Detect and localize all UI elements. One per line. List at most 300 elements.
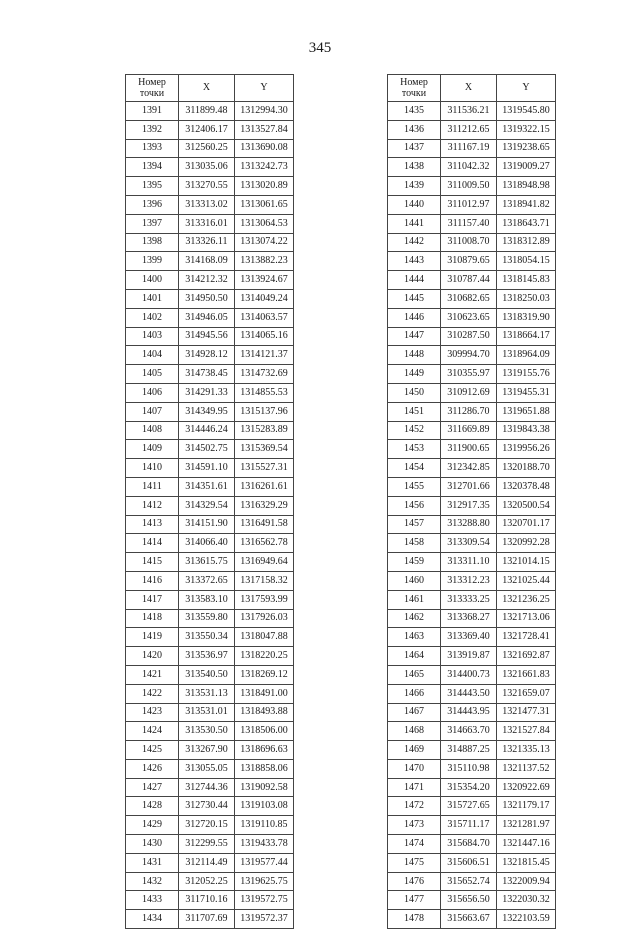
y-cell: 1318145.83 xyxy=(497,271,556,290)
y-cell: 1318319.90 xyxy=(497,308,556,327)
x-cell: 313369.40 xyxy=(441,628,497,647)
x-cell: 315606.51 xyxy=(441,853,497,872)
y-cell: 1318506.00 xyxy=(235,722,294,741)
x-cell: 311157.40 xyxy=(441,214,497,233)
y-cell: 1321728.41 xyxy=(497,628,556,647)
point-number-cell: 1412 xyxy=(126,496,179,515)
y-cell: 1318858.06 xyxy=(235,759,294,778)
point-number-cell: 1399 xyxy=(126,252,179,271)
point-number-cell: 1397 xyxy=(126,214,179,233)
x-cell: 315663.67 xyxy=(441,910,497,929)
table-row xyxy=(126,759,294,778)
table-row xyxy=(126,440,294,459)
x-cell: 315684.70 xyxy=(441,835,497,854)
y-cell: 1319009.27 xyxy=(497,158,556,177)
y-cell: 1321527.84 xyxy=(497,722,556,741)
y-cell: 1319322.15 xyxy=(497,120,556,139)
x-cell: 314151.90 xyxy=(179,515,235,534)
y-cell: 1322103.59 xyxy=(497,910,556,929)
x-cell: 315711.17 xyxy=(441,816,497,835)
x-cell: 314212.32 xyxy=(179,271,235,290)
y-cell: 1315283.89 xyxy=(235,421,294,440)
y-cell: 1319092.58 xyxy=(235,778,294,797)
x-cell: 315727.65 xyxy=(441,797,497,816)
y-cell: 1314121.37 xyxy=(235,346,294,365)
y-cell: 1319843.38 xyxy=(497,421,556,440)
table-row xyxy=(126,590,294,609)
x-cell: 314443.95 xyxy=(441,703,497,722)
x-cell: 314168.09 xyxy=(179,252,235,271)
point-number-cell: 1408 xyxy=(126,421,179,440)
y-cell: 1313882.23 xyxy=(235,252,294,271)
x-cell: 311899.48 xyxy=(179,102,235,121)
point-number-cell: 1427 xyxy=(126,778,179,797)
y-cell: 1318054.15 xyxy=(497,252,556,271)
point-number-header xyxy=(388,75,441,102)
table-row xyxy=(126,289,294,308)
table-row xyxy=(388,139,556,158)
y-cell: 1313020.89 xyxy=(235,177,294,196)
point-number-cell: 1442 xyxy=(388,233,441,252)
table-row xyxy=(126,477,294,496)
table-row xyxy=(126,214,294,233)
table-row xyxy=(388,327,556,346)
table-row xyxy=(126,778,294,797)
x-cell: 311707.69 xyxy=(179,910,235,929)
x-cell: 311286.70 xyxy=(441,402,497,421)
y-cell: 1319103.08 xyxy=(235,797,294,816)
table-row xyxy=(388,365,556,384)
point-number-cell: 1464 xyxy=(388,647,441,666)
point-number-cell: 1416 xyxy=(126,571,179,590)
x-cell: 311212.65 xyxy=(441,120,497,139)
point-number-cell: 1425 xyxy=(126,741,179,760)
x-cell: 312720.15 xyxy=(179,816,235,835)
point-number-cell: 1409 xyxy=(126,440,179,459)
y-cell: 1321692.87 xyxy=(497,647,556,666)
point-number-cell: 1436 xyxy=(388,120,441,139)
y-cell: 1319455.31 xyxy=(497,383,556,402)
point-number-cell: 1454 xyxy=(388,459,441,478)
x-cell: 314591.10 xyxy=(179,459,235,478)
point-number-cell: 1422 xyxy=(126,684,179,703)
y-cell: 1319572.75 xyxy=(235,891,294,910)
y-cell: 1320188.70 xyxy=(497,459,556,478)
table-row xyxy=(388,214,556,233)
point-number-cell: 1394 xyxy=(126,158,179,177)
point-number-cell: 1402 xyxy=(126,308,179,327)
x-cell: 312052.25 xyxy=(179,872,235,891)
x-cell: 313313.02 xyxy=(179,195,235,214)
point-number-cell: 1413 xyxy=(126,515,179,534)
table-row xyxy=(388,195,556,214)
point-number-header-line1: Номер xyxy=(400,77,428,88)
table-row xyxy=(126,346,294,365)
table-row xyxy=(126,365,294,384)
y-cell: 1321447.16 xyxy=(497,835,556,854)
table-row xyxy=(388,158,556,177)
point-number-cell: 1456 xyxy=(388,496,441,515)
point-number-cell: 1448 xyxy=(388,346,441,365)
table-row xyxy=(388,722,556,741)
point-number-cell: 1414 xyxy=(126,534,179,553)
y-cell: 1316491.58 xyxy=(235,515,294,534)
table-row xyxy=(388,628,556,647)
coordinates-table-right xyxy=(387,74,556,929)
x-cell: 315652.74 xyxy=(441,872,497,891)
x-cell: 313919.87 xyxy=(441,647,497,666)
y-cell: 1319651.88 xyxy=(497,402,556,421)
point-number-cell: 1453 xyxy=(388,440,441,459)
x-cell: 314502.75 xyxy=(179,440,235,459)
table-row xyxy=(388,797,556,816)
point-number-cell: 1426 xyxy=(126,759,179,778)
point-number-cell: 1455 xyxy=(388,477,441,496)
x-cell: 310623.65 xyxy=(441,308,497,327)
point-number-cell: 1461 xyxy=(388,590,441,609)
point-number-header-line2: точки xyxy=(139,88,165,99)
point-number-cell: 1424 xyxy=(126,722,179,741)
y-cell: 1321281.97 xyxy=(497,816,556,835)
table-row xyxy=(126,459,294,478)
point-number-cell: 1470 xyxy=(388,759,441,778)
y-cell: 1321179.17 xyxy=(497,797,556,816)
point-number-cell: 1446 xyxy=(388,308,441,327)
x-cell: 314351.61 xyxy=(179,477,235,496)
table-row xyxy=(388,402,556,421)
x-cell: 312917.35 xyxy=(441,496,497,515)
y-cell: 1314063.57 xyxy=(235,308,294,327)
point-number-cell: 1452 xyxy=(388,421,441,440)
table-row xyxy=(126,139,294,158)
x-cell: 312730.44 xyxy=(179,797,235,816)
x-cell: 313333.25 xyxy=(441,590,497,609)
table-row xyxy=(388,308,556,327)
y-cell: 1320701.17 xyxy=(497,515,556,534)
point-number-cell: 1410 xyxy=(126,459,179,478)
point-number-cell: 1423 xyxy=(126,703,179,722)
table-row xyxy=(126,252,294,271)
point-number-cell: 1407 xyxy=(126,402,179,421)
point-number-cell: 1475 xyxy=(388,853,441,872)
table-row xyxy=(126,703,294,722)
x-cell: 314887.25 xyxy=(441,741,497,760)
y-cell: 1321815.45 xyxy=(497,853,556,872)
y-cell: 1319433.78 xyxy=(235,835,294,854)
point-number-cell: 1476 xyxy=(388,872,441,891)
x-cell: 312406.17 xyxy=(179,120,235,139)
point-number-cell: 1449 xyxy=(388,365,441,384)
table-body xyxy=(126,102,294,929)
x-cell: 314945.56 xyxy=(179,327,235,346)
point-number-cell: 1400 xyxy=(126,271,179,290)
y-cell: 1321335.13 xyxy=(497,741,556,760)
y-cell: 1321025.44 xyxy=(497,571,556,590)
x-cell: 313583.10 xyxy=(179,590,235,609)
table-row xyxy=(126,891,294,910)
table-row xyxy=(388,816,556,835)
y-cell: 1319956.26 xyxy=(497,440,556,459)
table-row xyxy=(388,177,556,196)
x-cell: 315354.20 xyxy=(441,778,497,797)
point-number-cell: 1395 xyxy=(126,177,179,196)
table-row xyxy=(126,327,294,346)
table-row xyxy=(388,571,556,590)
table-row xyxy=(126,421,294,440)
point-number-cell: 1417 xyxy=(126,590,179,609)
point-number-cell: 1460 xyxy=(388,571,441,590)
y-cell: 1319110.85 xyxy=(235,816,294,835)
table-row xyxy=(388,835,556,854)
x-cell: 313531.13 xyxy=(179,684,235,703)
y-cell: 1319577.44 xyxy=(235,853,294,872)
table-row xyxy=(388,102,556,121)
x-cell: 313035.06 xyxy=(179,158,235,177)
y-cell: 1318493.88 xyxy=(235,703,294,722)
table-row xyxy=(388,609,556,628)
point-number-header-line2: точки xyxy=(401,88,427,99)
point-number-cell: 1477 xyxy=(388,891,441,910)
point-number-cell: 1437 xyxy=(388,139,441,158)
point-number-cell: 1419 xyxy=(126,628,179,647)
x-cell: 310287.50 xyxy=(441,327,497,346)
y-cell: 1318941.82 xyxy=(497,195,556,214)
y-cell: 1321713.06 xyxy=(497,609,556,628)
point-number-cell: 1420 xyxy=(126,647,179,666)
y-cell: 1321477.31 xyxy=(497,703,556,722)
x-cell: 313267.90 xyxy=(179,741,235,760)
table-row xyxy=(388,647,556,666)
point-number-cell: 1405 xyxy=(126,365,179,384)
x-cell: 314928.12 xyxy=(179,346,235,365)
x-cell: 313540.50 xyxy=(179,665,235,684)
table-row xyxy=(126,120,294,139)
point-number-cell: 1450 xyxy=(388,383,441,402)
y-cell: 1317926.03 xyxy=(235,609,294,628)
y-cell: 1318643.71 xyxy=(497,214,556,233)
table-row xyxy=(126,534,294,553)
y-cell: 1318664.17 xyxy=(497,327,556,346)
y-cell: 1320500.54 xyxy=(497,496,556,515)
y-cell: 1314732.69 xyxy=(235,365,294,384)
x-cell: 311042.32 xyxy=(441,158,497,177)
point-number-cell: 1434 xyxy=(126,910,179,929)
point-number-cell: 1421 xyxy=(126,665,179,684)
table-row xyxy=(388,120,556,139)
coordinates-table-left xyxy=(125,74,294,929)
point-number-cell: 1401 xyxy=(126,289,179,308)
point-number-cell: 1459 xyxy=(388,553,441,572)
y-cell: 1318312.89 xyxy=(497,233,556,252)
y-cell: 1318269.12 xyxy=(235,665,294,684)
x-cell: 311008.70 xyxy=(441,233,497,252)
y-cell: 1312994.30 xyxy=(235,102,294,121)
x-cell: 313530.50 xyxy=(179,722,235,741)
table-row xyxy=(126,684,294,703)
table-row xyxy=(126,816,294,835)
x-cell: 313536.97 xyxy=(179,647,235,666)
x-cell: 311900.65 xyxy=(441,440,497,459)
y-cell: 1313690.08 xyxy=(235,139,294,158)
table-row xyxy=(388,741,556,760)
x-cell: 314291.33 xyxy=(179,383,235,402)
table-header-row xyxy=(126,75,294,102)
y-cell: 1318220.25 xyxy=(235,647,294,666)
y-cell: 1316329.29 xyxy=(235,496,294,515)
table-header-row xyxy=(388,75,556,102)
point-number-cell: 1468 xyxy=(388,722,441,741)
table-row xyxy=(388,289,556,308)
point-number-cell: 1466 xyxy=(388,684,441,703)
x-cell: 310682.65 xyxy=(441,289,497,308)
table-row xyxy=(388,553,556,572)
x-cell: 314066.40 xyxy=(179,534,235,553)
x-cell: 313372.65 xyxy=(179,571,235,590)
y-cell: 1313064.53 xyxy=(235,214,294,233)
x-cell: 313326.11 xyxy=(179,233,235,252)
table-row xyxy=(126,835,294,854)
x-cell: 313311.10 xyxy=(441,553,497,572)
point-number-cell: 1438 xyxy=(388,158,441,177)
x-cell: 314738.45 xyxy=(179,365,235,384)
table-row xyxy=(388,872,556,891)
table-row xyxy=(126,496,294,515)
point-number-cell: 1462 xyxy=(388,609,441,628)
point-number-cell: 1429 xyxy=(126,816,179,835)
point-number-cell: 1403 xyxy=(126,327,179,346)
x-cell: 313550.34 xyxy=(179,628,235,647)
table-row xyxy=(388,853,556,872)
point-number-cell: 1411 xyxy=(126,477,179,496)
point-number-cell: 1392 xyxy=(126,120,179,139)
x-cell: 314400.73 xyxy=(441,665,497,684)
table-row xyxy=(126,383,294,402)
point-number-cell: 1465 xyxy=(388,665,441,684)
table-row xyxy=(126,853,294,872)
y-cell: 1314065.16 xyxy=(235,327,294,346)
point-number-cell: 1441 xyxy=(388,214,441,233)
x-cell: 314349.95 xyxy=(179,402,235,421)
table-row xyxy=(126,571,294,590)
x-cell: 311009.50 xyxy=(441,177,497,196)
point-number-cell: 1435 xyxy=(388,102,441,121)
y-cell: 1319238.65 xyxy=(497,139,556,158)
y-cell: 1320922.69 xyxy=(497,778,556,797)
y-cell: 1322030.32 xyxy=(497,891,556,910)
table-body xyxy=(388,102,556,929)
table-row xyxy=(388,590,556,609)
x-cell: 314329.54 xyxy=(179,496,235,515)
y-cell: 1317158.32 xyxy=(235,571,294,590)
point-number-cell: 1451 xyxy=(388,402,441,421)
page-number: 345 xyxy=(308,40,332,56)
point-number-cell: 1458 xyxy=(388,534,441,553)
point-number-cell: 1473 xyxy=(388,816,441,835)
y-cell: 1313242.73 xyxy=(235,158,294,177)
table-row xyxy=(126,797,294,816)
table-row xyxy=(126,665,294,684)
y-cell: 1317593.99 xyxy=(235,590,294,609)
table-row xyxy=(388,910,556,929)
y-cell: 1321137.52 xyxy=(497,759,556,778)
point-number-cell: 1406 xyxy=(126,383,179,402)
point-number-cell: 1431 xyxy=(126,853,179,872)
table-row xyxy=(126,609,294,628)
x-header: X xyxy=(179,75,235,102)
y-header: Y xyxy=(235,75,294,102)
point-number-cell: 1457 xyxy=(388,515,441,534)
y-cell: 1313527.84 xyxy=(235,120,294,139)
x-cell: 314946.05 xyxy=(179,308,235,327)
x-cell: 312560.25 xyxy=(179,139,235,158)
x-cell: 310879.65 xyxy=(441,252,497,271)
point-number-cell: 1474 xyxy=(388,835,441,854)
y-cell: 1318047.88 xyxy=(235,628,294,647)
table-row xyxy=(388,271,556,290)
x-cell: 314950.50 xyxy=(179,289,235,308)
point-number-cell: 1415 xyxy=(126,553,179,572)
point-number-cell: 1398 xyxy=(126,233,179,252)
y-cell: 1316949.64 xyxy=(235,553,294,572)
point-number-cell: 1391 xyxy=(126,102,179,121)
table-row xyxy=(126,647,294,666)
x-cell: 313316.01 xyxy=(179,214,235,233)
x-cell: 312744.36 xyxy=(179,778,235,797)
x-cell: 315110.98 xyxy=(441,759,497,778)
table-row xyxy=(126,271,294,290)
table-row xyxy=(126,158,294,177)
point-number-cell: 1447 xyxy=(388,327,441,346)
x-cell: 314446.24 xyxy=(179,421,235,440)
x-cell: 313531.01 xyxy=(179,703,235,722)
point-number-cell: 1445 xyxy=(388,289,441,308)
point-number-cell: 1443 xyxy=(388,252,441,271)
y-cell: 1319545.80 xyxy=(497,102,556,121)
x-cell: 311167.19 xyxy=(441,139,497,158)
table-row xyxy=(126,722,294,741)
x-cell: 313055.05 xyxy=(179,759,235,778)
x-cell: 312114.49 xyxy=(179,853,235,872)
point-number-cell: 1432 xyxy=(126,872,179,891)
y-cell: 1318696.63 xyxy=(235,741,294,760)
table-row xyxy=(126,233,294,252)
table-row xyxy=(388,778,556,797)
point-number-cell: 1439 xyxy=(388,177,441,196)
table-row xyxy=(388,891,556,910)
table-row xyxy=(126,308,294,327)
x-cell: 311012.97 xyxy=(441,195,497,214)
table-row xyxy=(126,741,294,760)
y-cell: 1318964.09 xyxy=(497,346,556,365)
point-number-cell: 1430 xyxy=(126,835,179,854)
table-row xyxy=(126,195,294,214)
y-cell: 1320378.48 xyxy=(497,477,556,496)
y-cell: 1319572.37 xyxy=(235,910,294,929)
table-row xyxy=(388,346,556,365)
table-row xyxy=(388,703,556,722)
y-cell: 1318948.98 xyxy=(497,177,556,196)
y-cell: 1315369.54 xyxy=(235,440,294,459)
point-number-cell: 1444 xyxy=(388,271,441,290)
y-cell: 1313061.65 xyxy=(235,195,294,214)
table-row xyxy=(388,383,556,402)
table-row xyxy=(388,440,556,459)
y-cell: 1321236.25 xyxy=(497,590,556,609)
x-cell: 313559.80 xyxy=(179,609,235,628)
y-header: Y xyxy=(497,75,556,102)
y-cell: 1318491.00 xyxy=(235,684,294,703)
x-cell: 312342.85 xyxy=(441,459,497,478)
